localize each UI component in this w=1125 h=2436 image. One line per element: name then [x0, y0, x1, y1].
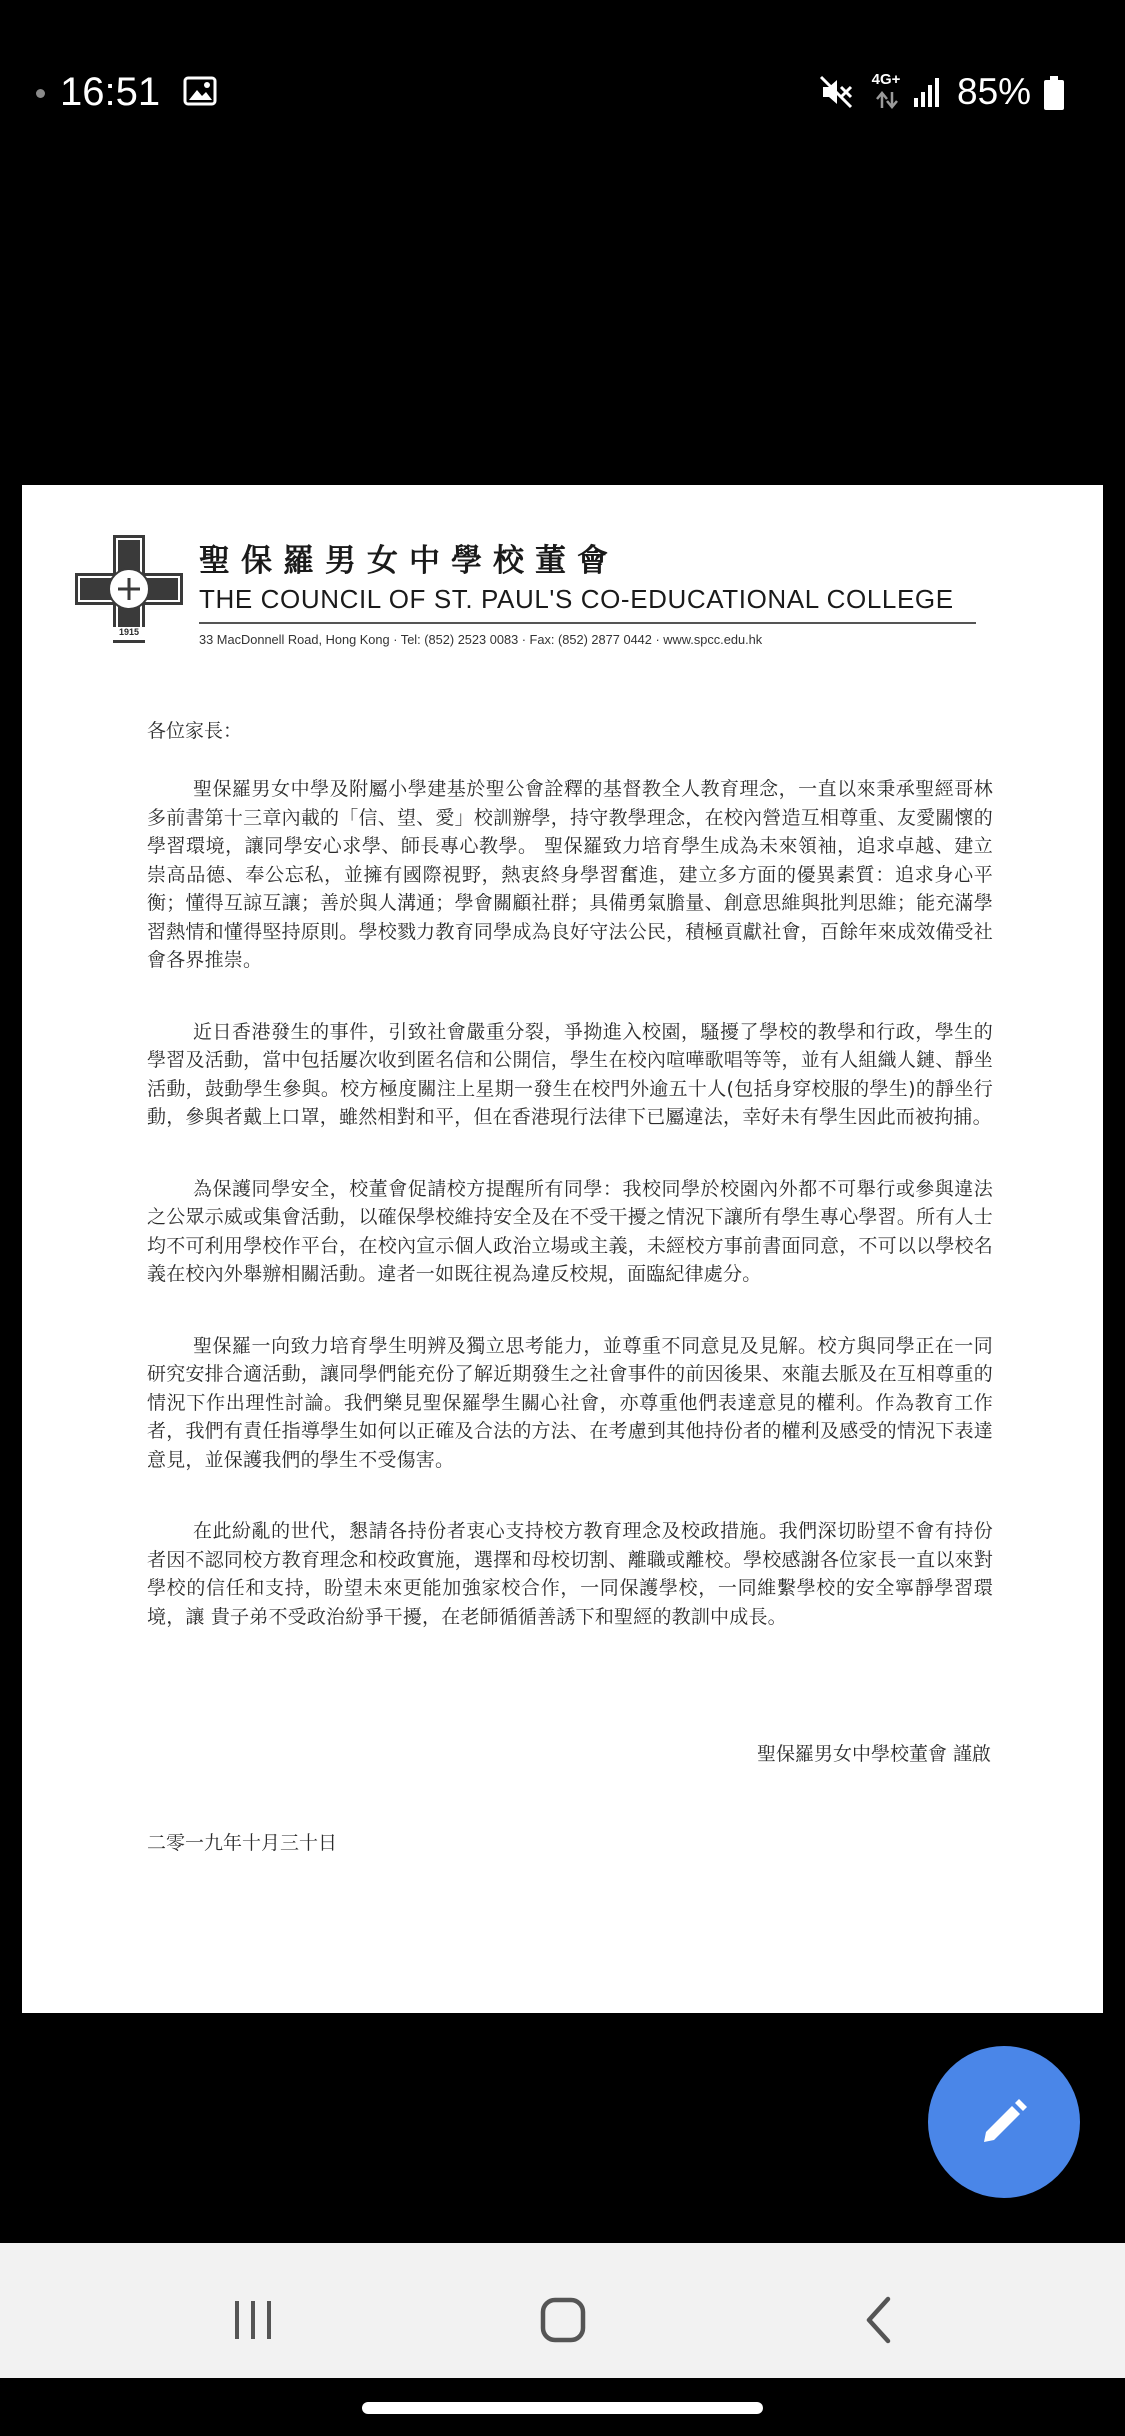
gallery-icon [183, 75, 217, 107]
letter-document[interactable] [22, 485, 1103, 2013]
paragraph-3: 為保護同學安全，校董會促請校方提醒所有同學：我校同學於校園內外都不可舉行或參與違法之公眾示威或集會活動，以確保學校維持安全及在不受干擾之情況下讓所有學生專心學習。所有人士均不可利用學校作平台，在校內宣示個人政治立場或主義，未經校方事前書面同意，不可以以學校名義在校內外舉辦相關活動。違者一如既往視為違反校規，面臨紀律處分。 [147, 1177, 993, 1285]
gesture-handle[interactable] [362, 2402, 763, 2414]
edit-button[interactable] [928, 2046, 1080, 2198]
navigation-bar [0, 2243, 1125, 2378]
clock: 16:51 [60, 70, 161, 114]
letter-body [147, 775, 993, 1674]
signal-icon [913, 76, 943, 108]
letterhead-divider [199, 622, 976, 624]
status-bar [0, 0, 1125, 190]
crest-year: 1915 [118, 627, 140, 637]
contact-line: 33 MacDonnell Road, Hong Kong · Tel: (852) 2523 0083 · Fax: (852) 2877 0442 · www.spcc.edu.hk [199, 632, 763, 647]
battery-icon [1043, 76, 1065, 110]
recents-icon[interactable] [220, 2287, 286, 2353]
back-icon[interactable] [848, 2287, 914, 2353]
mute-icon [818, 74, 854, 110]
org-name-chinese: 聖保羅男女中學校董會 [199, 543, 619, 579]
data-arrows-icon [874, 90, 900, 110]
battery-percent: 85% [957, 71, 1032, 112]
paragraph-5: 在此紛亂的世代，懇請各持份者衷心支持校方教育理念及校政措施。我們深切盼望不會有持份者因不認同校方教育理念和校政實施，選擇和母校切割、離職或離校。學校感謝各位家長一直以來對學校的信任和支持，盼望未來更能加強家校合作，一同保護學校，一同維繫學校的安全寧靜學習環境，讓 貴子弟不受政治紛爭干擾，在老師循循善誘下和聖經的教訓中成長。 [147, 1520, 993, 1628]
salutation: 各位家長： [147, 720, 243, 742]
home-icon[interactable] [530, 2287, 596, 2353]
org-name-english: THE COUNCIL OF ST. PAUL'S CO-EDUCATIONAL COLLEGE [199, 584, 954, 614]
letter-date: 二零一九年十月三十日 [147, 1832, 338, 1854]
paragraph-4: 聖保羅一向致力培育學生明辨及獨立思考能力，並尊重不同意見及見解。校方與同學正在一同研究安排合適活動，讓同學們能充份了解近期發生之社會事件的前因後果、來龍去脈及在互相尊重的情況下作出理性討論。我們樂見聖保羅學生關心社會，亦尊重他們表達意見的權利。作為教育工作者，我們有責任指導學生如何以正確及合法的方法、在考慮到其他持份者的權利及感受的情況下表達意見，並保護我們的學生不受傷害。 [147, 1334, 993, 1471]
pencil-icon [978, 2096, 1030, 2148]
gesture-bar [0, 2378, 1125, 2436]
network-type: 4G+ [871, 71, 901, 88]
notification-dot [36, 89, 45, 98]
signature: 聖保羅男女中學校董會 謹啟 [756, 1743, 991, 1765]
paragraph-1: 聖保羅男女中學及附屬小學建基於聖公會詮釋的基督教全人教育理念，一直以來秉承聖經哥林多前書第十三章內載的「信、望、愛」校訓辦學，持守教學理念，在校內營造互相尊重、友愛關懷的學習環境，讓同學安心求學、師長專心教學。 聖保羅致力培育學生成為未來領袖，追求卓越、建立崇高品德、奉公忘私，並擁有國際視野，熱衷終身學習奮進，建立多方面的優異素質：追求身心平衡；懂得互諒互讓；善於與人溝通；學會關顧社群；具備勇氣膽量、創意思維與批判思維；能充滿學習熱情和懂得堅持原則。學校戮力教育同學成為良好守法公民，積極貢獻社會，百餘年來成效備受社會各界推崇。 [147, 778, 993, 971]
paragraph-2: 近日香港發生的事件，引致社會嚴重分裂，爭拗進入校園，騷擾了學校的教學和行政，學生的學習及活動，當中包括屢次收到匿名信和公開信，學生在校內喧嘩歌唱等等，並有人組織人鏈、靜坐活動，鼓動學生參與。校方極度關注上星期一發生在校門外逾五十人(包括身穿校服的學生)的靜坐行動，參與者戴上口罩，雖然相對和平，但在香港現行法律下已屬違法，幸好未有學生因此而被拘捕。 [147, 1020, 993, 1128]
